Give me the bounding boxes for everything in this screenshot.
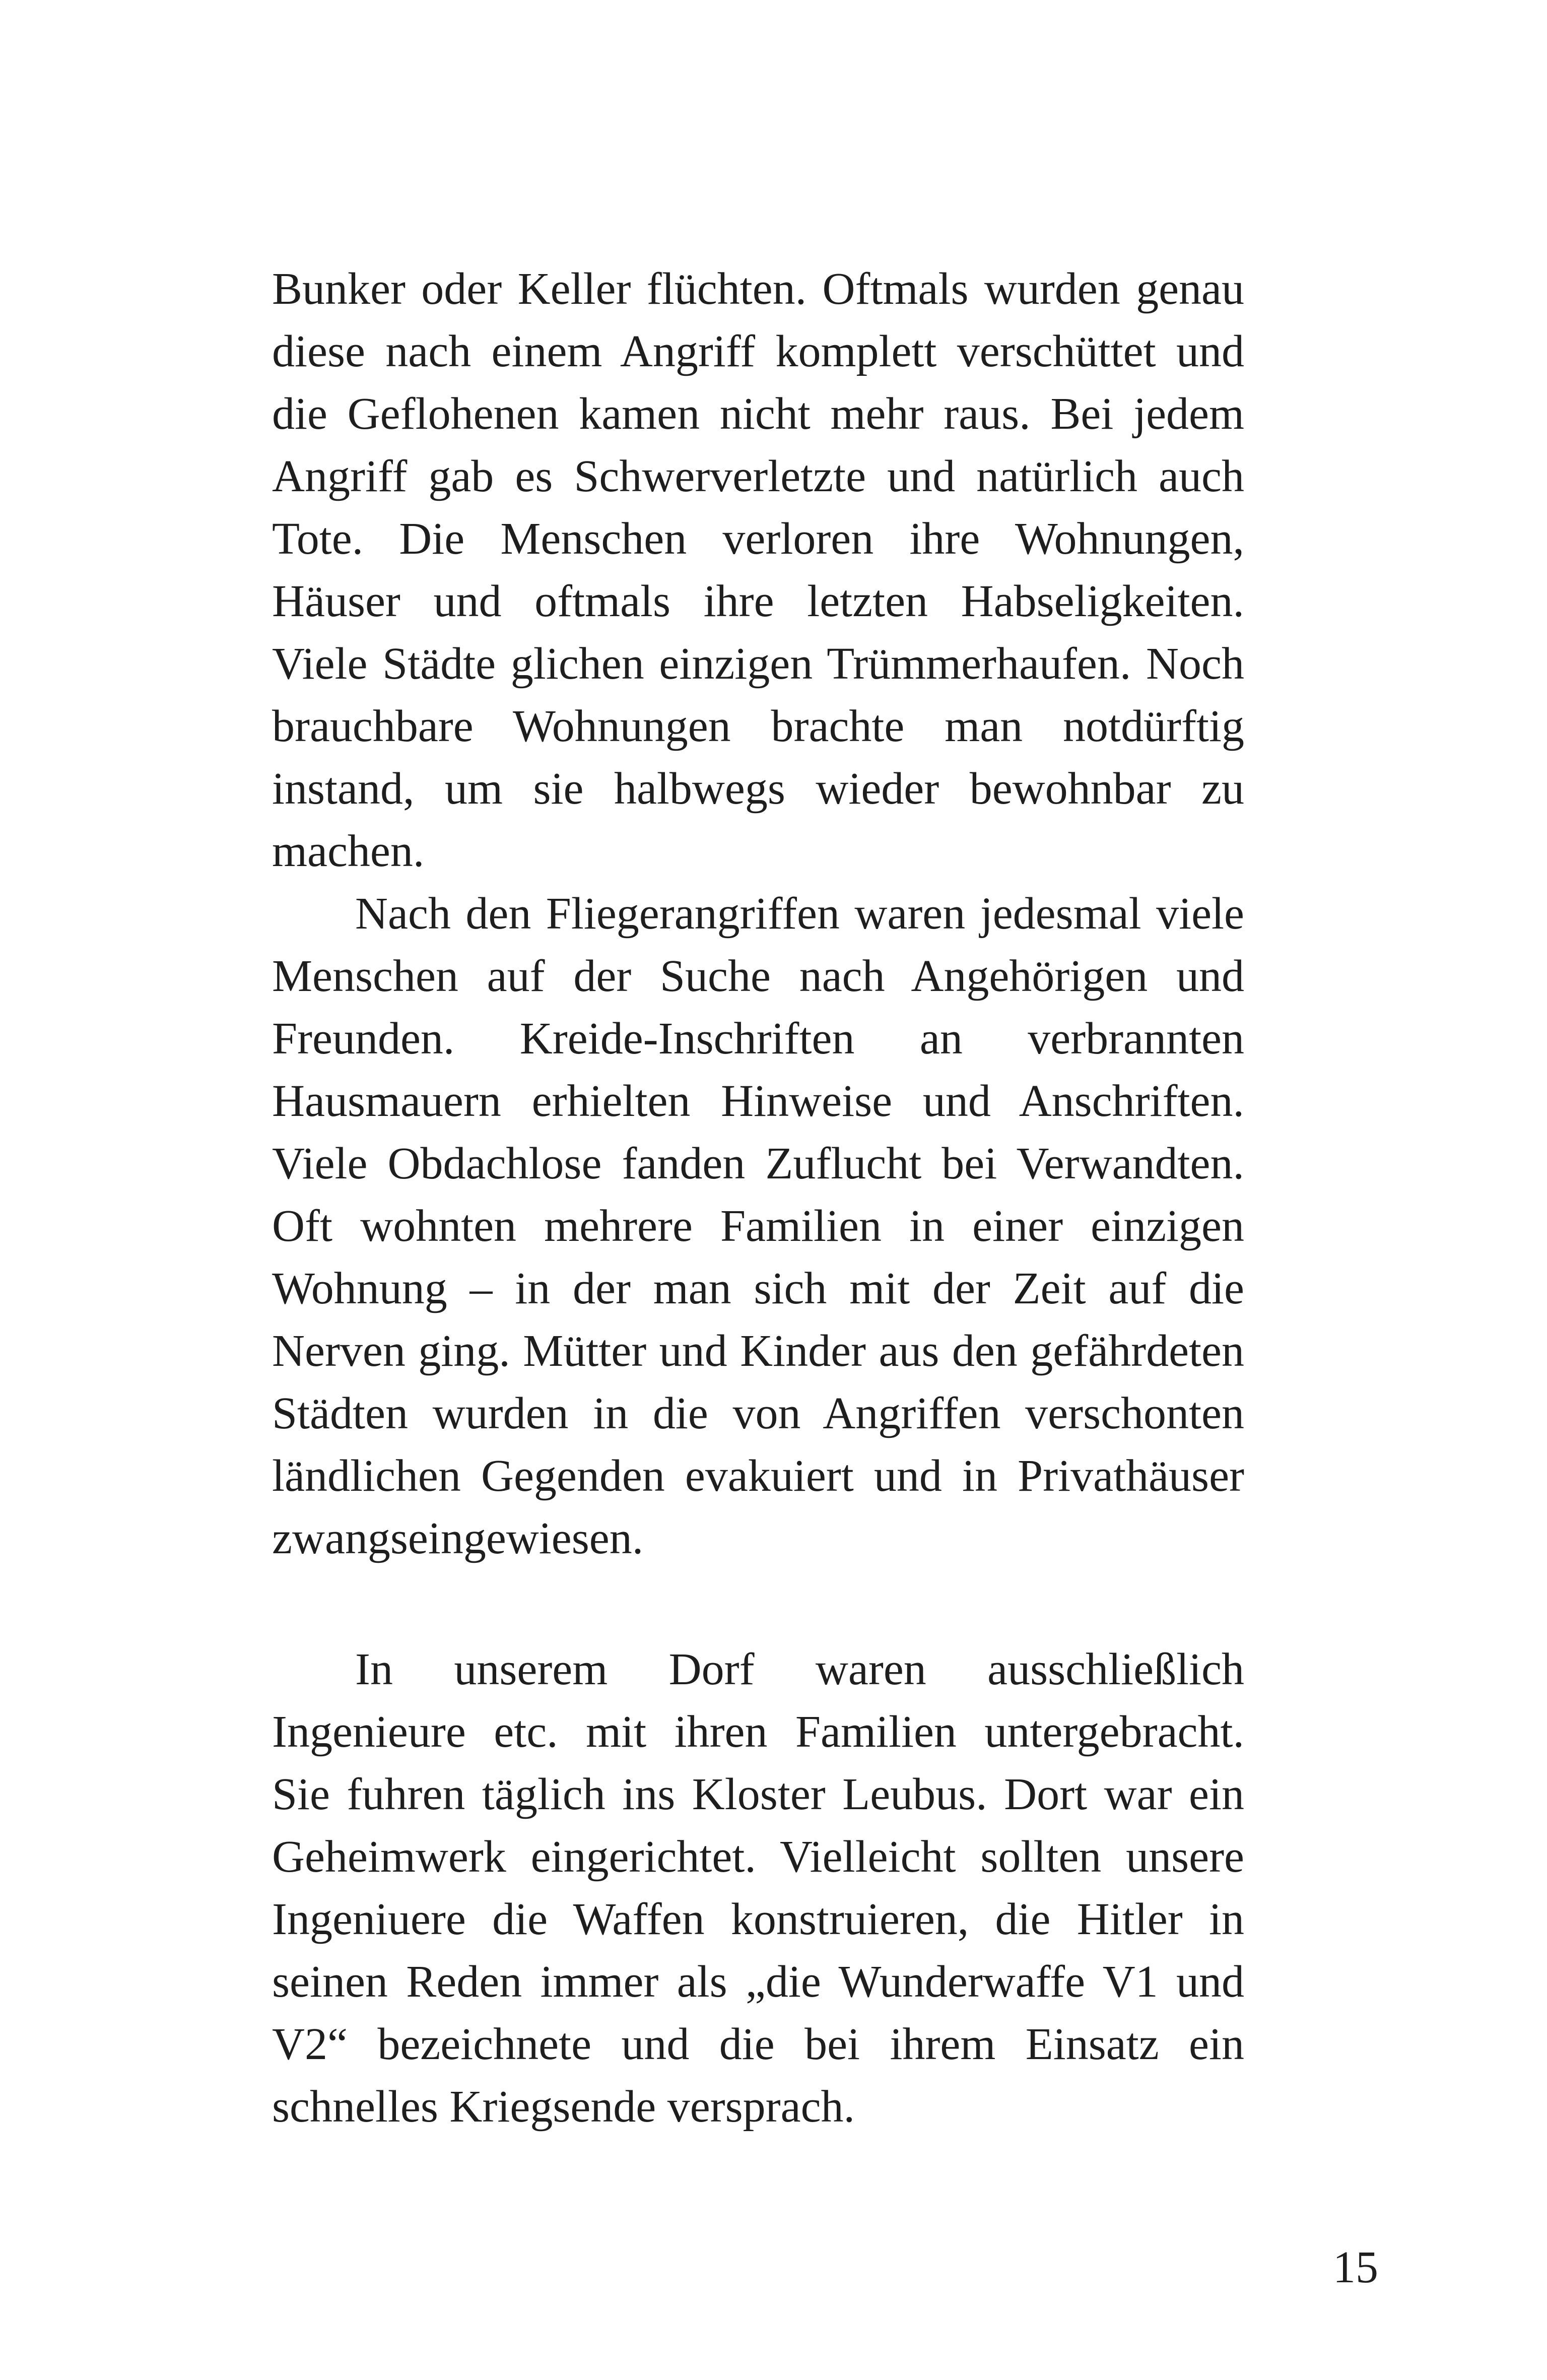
text-line: zwangseingewiesen. bbox=[272, 1513, 644, 1563]
text-line: Menschen auf der Suche nach Angehörigen und bbox=[272, 951, 1244, 1001]
text-line: Häuser und oftmals ihre letzten Habseligkeiten. bbox=[272, 576, 1244, 626]
text-line: ländlichen Gegenden evakuiert und in Privathäuser bbox=[272, 1451, 1244, 1501]
text-line: Tote. Die Menschen verloren ihre Wohnungen, bbox=[272, 514, 1244, 564]
page-number: 15 bbox=[1333, 2242, 1378, 2292]
text-line: Nach den Fliegerangriffen waren jedesmal viele bbox=[355, 889, 1244, 939]
text-line: In unserem Dorf waren ausschließlich bbox=[355, 1644, 1244, 1694]
text-line: die Geflohenen kamen nicht mehr raus. Bei jedem bbox=[272, 389, 1244, 439]
text-line: Wohnung – in der man sich mit der Zeit auf die bbox=[272, 1264, 1244, 1313]
text-line: Geheimwerk eingerichtet. Vielleicht sollten unsere bbox=[272, 1832, 1244, 1882]
text-line: schnelles Kriegsende versprach. bbox=[272, 2082, 855, 2132]
text-line: Freunden. Kreide-Inschriften an verbrannten bbox=[272, 1014, 1244, 1064]
text-line: Viele Obdachlose fanden Zuflucht bei Verwandten. bbox=[272, 1139, 1244, 1188]
text-line: Oft wohnten mehrere Familien in einer einzigen bbox=[272, 1201, 1244, 1251]
text-line: Ingenieure etc. mit ihren Familien untergebracht. bbox=[272, 1707, 1244, 1757]
text-line: machen. bbox=[272, 826, 425, 876]
text-line: Angriff gab es Schwerverletzte und natürlich auch bbox=[272, 451, 1244, 501]
text-line: diese nach einem Angriff komplett verschüttet und bbox=[272, 326, 1244, 376]
text-line: Sie fuhren täglich ins Kloster Leubus. Dort war ein bbox=[272, 1769, 1244, 1819]
text-line: Viele Städte glichen einzigen Trümmerhaufen. Noch bbox=[272, 639, 1244, 689]
text-line: instand, um sie halbwegs wieder bewohnbar zu bbox=[272, 764, 1244, 814]
text-line: Nerven ging. Mütter und Kinder aus den gefährdeten bbox=[272, 1326, 1244, 1376]
text-line: Ingeniuere die Waffen konstruieren, die Hitler in bbox=[272, 1894, 1244, 1944]
text-line: seinen Reden immer als „die Wunderwaffe V1 und bbox=[272, 1957, 1244, 2007]
text-line: Städten wurden in die von Angriffen verschonten bbox=[272, 1389, 1244, 1438]
text-line: V2“ bezeichnete und die bei ihrem Einsatz ein bbox=[272, 2019, 1244, 2069]
text-line: Hausmauern erhielten Hinweise und Anschriften. bbox=[272, 1076, 1244, 1126]
text-line: brauchbare Wohnungen brachte man notdürftig bbox=[272, 701, 1244, 751]
text-line: Bunker oder Keller flüchten. Oftmals wurden genau bbox=[272, 264, 1244, 314]
